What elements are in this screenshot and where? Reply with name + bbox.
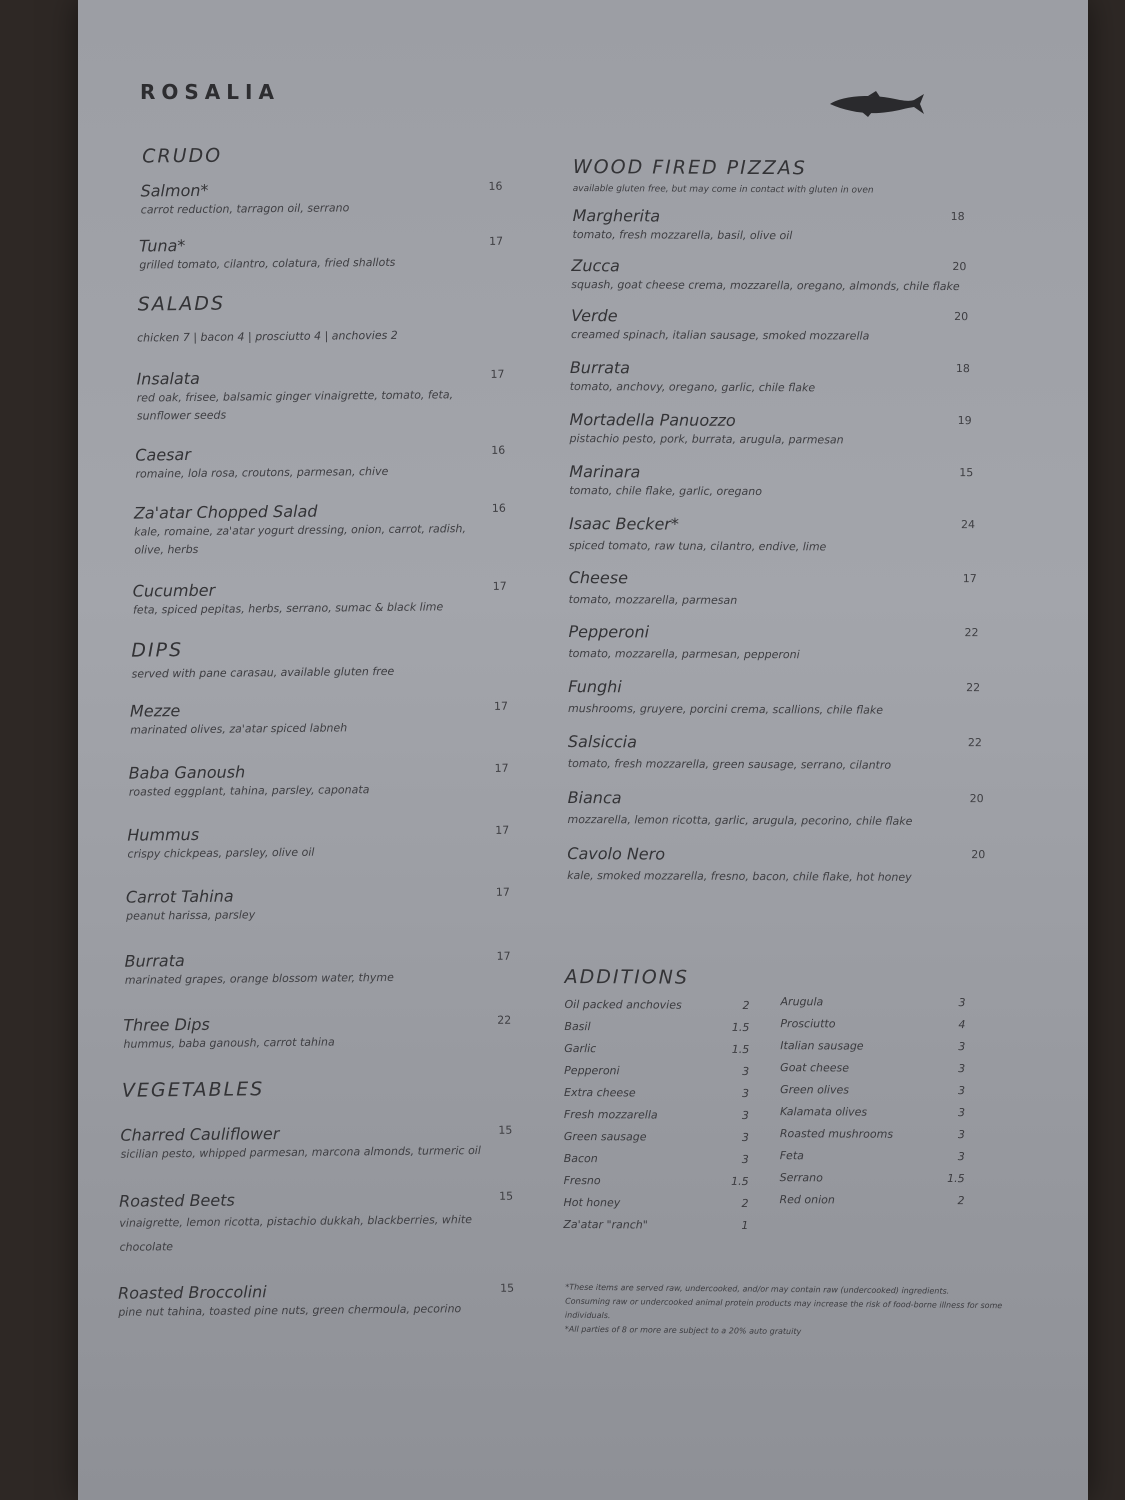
- fish-icon: [828, 90, 926, 118]
- addition-row: Oil packed anchovies 2: [564, 998, 750, 1012]
- pizzas-title: WOOD FIRED PIZZAS: [572, 156, 807, 180]
- menu-item: Cucumber feta, spiced pepitas, herbs, serrano, sumac & black lime 17: [132, 579, 507, 617]
- menu-item: Zucca squash, goat cheese crema, mozzarella, oregano, almonds, chile flake 20: [571, 256, 967, 294]
- addition-row: Green sausage 3: [563, 1130, 749, 1144]
- menu-item: Caesar romaine, lola rosa, croutons, parmesan, chive 16: [135, 443, 506, 481]
- menu-item: Funghi mushrooms, gruyere, porcini crema, scallions, chile flake 22: [568, 677, 981, 717]
- dips-title: DIPS: [131, 639, 184, 662]
- additions-title: ADDITIONS: [564, 966, 690, 989]
- menu-item: Charred Cauliflower sicilian pesto, whipped parmesan, marcona almonds, turmeric oil 15: [120, 1123, 513, 1161]
- footnote-gratuity: *All parties of 8 or more are subject to a 20% auto gratuity: [564, 1324, 802, 1337]
- menu-item: Roasted Beets vinaigrette, lemon ricotta, pistachio dukkah, blackberries, white chocolate 15: [119, 1189, 514, 1254]
- menu-item: Insalata red oak, frisee, balsamic ginger vinaigrette, tomato, feta, sunflower seeds 17: [136, 367, 505, 423]
- addition-row: Garlic 1.5: [564, 1042, 750, 1056]
- menu-item: Burrata marinated grapes, orange blossom water, thyme 17: [124, 949, 511, 987]
- additions-left: [563, 998, 750, 1232]
- menu-item: Mezze marinated olives, za'atar spiced labneh 17: [129, 699, 509, 737]
- addition-row: Fresh mozzarella 3: [563, 1108, 749, 1122]
- addition-row: Pepperoni 3: [564, 1064, 750, 1078]
- menu-item: Burrata tomato, anchovy, oregano, garlic, chile flake 18: [569, 358, 970, 395]
- menu-item: Tuna* grilled tomato, cilantro, colatura, fried shallots 17: [139, 234, 504, 272]
- footnote-risk: Consuming raw or undercooked animal protein products may increase the risk of food-borne illness for some individuals.: [564, 1296, 1003, 1321]
- menu-item: Baba Ganoush roasted eggplant, tahina, parsley, caponata 17: [128, 761, 509, 799]
- addition-row: Kalamata olives 3: [779, 1105, 965, 1120]
- vegetables-title: VEGETABLES: [121, 1078, 265, 1102]
- menu-item: Carrot Tahina peanut harissa, parsley 17: [125, 885, 510, 923]
- addition-row: Serrano 1.5: [779, 1171, 965, 1186]
- menu-item: Pepperoni tomato, mozzarella, parmesan, pepperoni 22: [568, 622, 979, 662]
- addition-row: Prosciutto 4: [780, 1017, 966, 1032]
- addition-row: Goat cheese 3: [780, 1061, 966, 1076]
- crudo-title: CRUDO: [142, 144, 223, 168]
- menu-item: Salmon* carrot reduction, tarragon oil, serrano 16: [140, 179, 503, 217]
- addition-row: Hot honey 2: [563, 1196, 749, 1210]
- addition-row: Red onion 2: [779, 1193, 965, 1208]
- menu-item: Cavolo Nero kale, smoked mozzarella, fresno, bacon, chile flake, hot honey 20: [567, 844, 986, 884]
- menu-item: Bianca mozzarella, lemon ricotta, garlic, arugula, pecorino, chile flake 20: [567, 788, 984, 828]
- addition-row: Feta 3: [779, 1149, 965, 1164]
- addition-row: Bacon 3: [563, 1152, 749, 1166]
- dips-note: served with pane carasau, available gluten free: [131, 664, 395, 681]
- menu-item: Roasted Broccolini pine nut tahina, toasted pine nuts, green chermoula, pecorino 15: [117, 1281, 515, 1319]
- menu-item: Salsiccia tomato, fresh mozzarella, green sausage, serrano, cilantro 22: [567, 732, 982, 772]
- pizzas-note: available gluten free, but may come in contact with gluten in oven: [572, 184, 874, 196]
- menu-item: Za'atar Chopped Salad kale, romaine, za'atar yogurt dressing, onion, carrot, radish, olive, herbs 16: [133, 501, 506, 557]
- brand-logo: ROSALIA: [140, 80, 280, 104]
- footnote-raw: *These items are served raw, undercooked, and/or may contain raw (undercooked) ingredients.: [565, 1282, 950, 1296]
- addition-row: Basil 1.5: [564, 1020, 750, 1034]
- salads-note: chicken 7 | bacon 4 | prosciutto 4 | anchovies 2: [137, 328, 398, 345]
- menu-item: Cheese tomato, mozzarella, parmesan 17: [568, 568, 977, 607]
- salads-title: SALADS: [137, 292, 226, 316]
- addition-row: Italian sausage 3: [780, 1039, 966, 1054]
- addition-row: Arugula 3: [780, 995, 966, 1010]
- menu-item: Marinara tomato, chile flake, garlic, oregano 15: [569, 462, 974, 499]
- menu-item: Three Dips hummus, baba ganoush, carrot tahina 22: [123, 1013, 512, 1051]
- additions-right: [779, 995, 966, 1208]
- menu-item: Isaac Becker* spiced tomato, raw tuna, cilantro, endive, lime 24: [568, 514, 976, 554]
- addition-row: Fresno 1.5: [563, 1174, 749, 1188]
- menu-item: Hummus crispy chickpeas, parsley, olive oil 17: [127, 823, 510, 861]
- menu-item: Verde creamed spinach, italian sausage, smoked mozzarella 20: [570, 306, 969, 343]
- addition-row: Green olives 3: [780, 1083, 966, 1098]
- addition-row: Za'atar "ranch" 1: [563, 1218, 749, 1232]
- menu-item: Margherita tomato, fresh mozzarella, basil, olive oil 18: [572, 206, 965, 243]
- footnotes: [565, 1281, 1016, 1342]
- addition-row: Roasted mushrooms 3: [779, 1127, 965, 1142]
- addition-row: Extra cheese 3: [564, 1086, 750, 1100]
- menu-item: Mortadella Panuozzo pistachio pesto, pork, burrata, arugula, parmesan 19: [569, 410, 972, 447]
